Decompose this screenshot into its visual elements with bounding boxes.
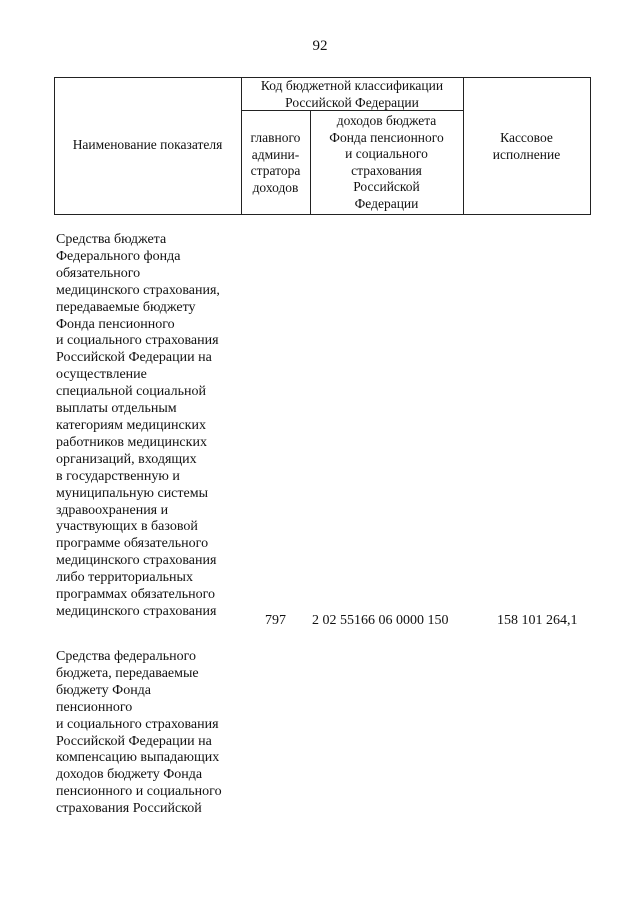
header-group-label: Код бюджетной классификации Российской Федерации: [260, 78, 444, 110]
row-2-name: Средства федерального бюджета, передаваемые бюджету Фонда пенсионного и социального страхования Российской Федерации на компенсацию выпадающих доходов бюджету Фонда пенсионного и социального страхования Российской: [56, 649, 222, 817]
row-1-name: Средства бюджета Федерального фонда обязательного медицинского страхования, передаваемые бюджету Фонда пенсионного и социального страхования Российской Федерации на осуществление специальной социальной выплаты отдельным категориям медицинских работников медицинских организаций, входящих в государственную и муниципальную системы здравоохранения и участвующих в базовой программе обязательного медицинского страхования либо территориальных программах обязательного медицинского страхования: [56, 232, 220, 619]
header-col-income: доходов бюджета Фонда пенсионного и социального страхования Российской Федерации: [329, 113, 444, 211]
row-1-admin-code: 797: [265, 613, 286, 628]
page-number: 92: [312, 38, 328, 54]
row-1-amount: 158 101 264,1: [497, 613, 578, 628]
header-right-border: [590, 77, 591, 215]
header-col-admin: главного админи- стратора доходов: [250, 130, 301, 195]
header-col-name: Наименование показателя: [72, 137, 223, 152]
header-bottom-border: [54, 214, 591, 215]
header-col-exec: Кассовое исполнение: [492, 130, 561, 162]
row-1-income-code: 2 02 55166 06 0000 150: [312, 613, 449, 628]
